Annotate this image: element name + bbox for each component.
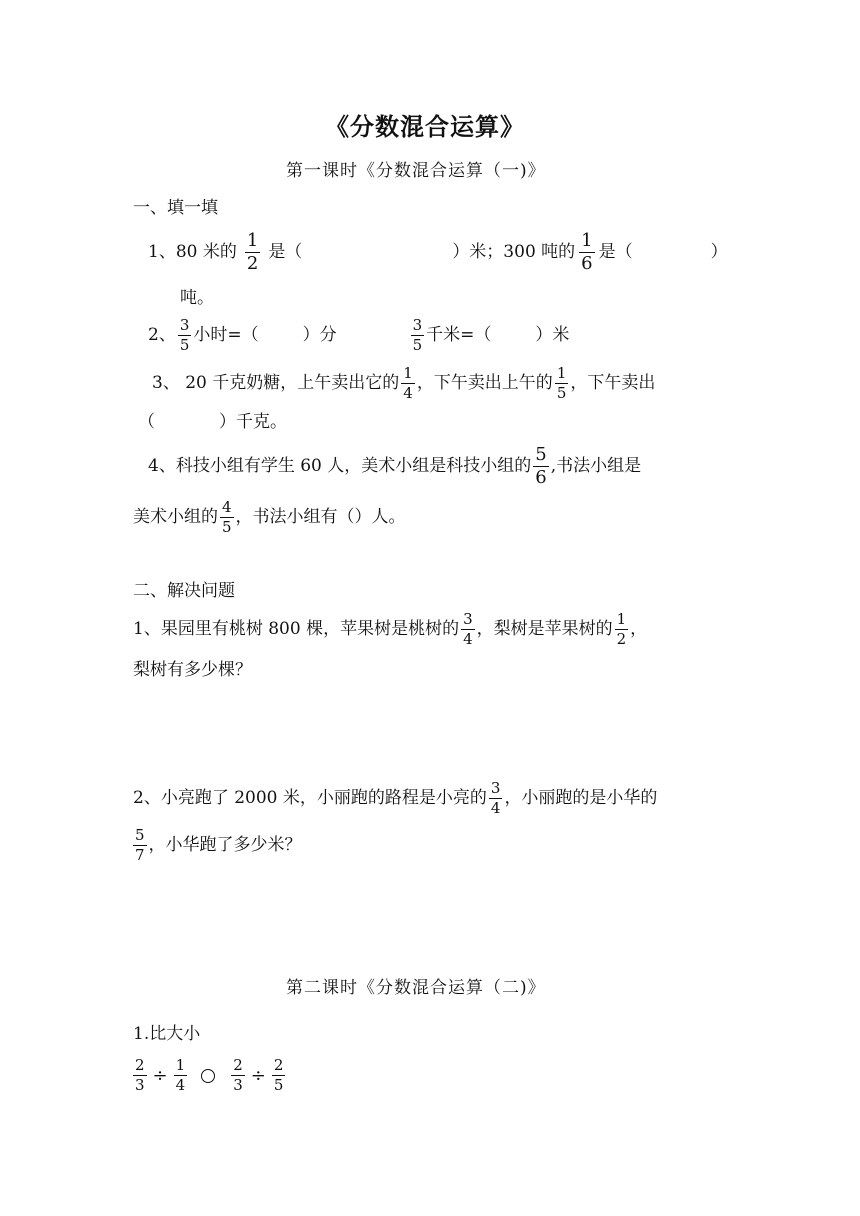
q3-text-e: ）千克。 bbox=[219, 412, 287, 432]
numerator: 1 bbox=[616, 610, 627, 628]
p1-text-c: ， bbox=[630, 619, 648, 639]
numerator: 1 bbox=[556, 364, 567, 382]
denominator: 3 bbox=[233, 1076, 243, 1094]
left-fraction-1 bbox=[133, 1058, 147, 1093]
q3-continuation bbox=[138, 414, 287, 431]
q1-text-a: 1、80 米的 bbox=[148, 242, 237, 262]
q2-text-d: 千米=（ bbox=[426, 325, 492, 345]
numerator: 3 bbox=[463, 610, 473, 628]
denominator: 2 bbox=[616, 630, 627, 648]
p2-text-a: 2、小亮跑了 2000 米，小丽跑的路程是小亮的 bbox=[133, 788, 487, 808]
divide-operator: ÷ bbox=[152, 1064, 168, 1086]
left-fraction-2 bbox=[174, 1058, 188, 1093]
question-4 bbox=[148, 446, 641, 487]
p2-text-c: ，小华跑了多少米？ bbox=[148, 835, 302, 855]
q2-fraction-1 bbox=[178, 318, 192, 353]
question-2 bbox=[148, 318, 569, 353]
numerator: 5 bbox=[135, 826, 145, 844]
lesson-2-heading: 第二课时《分数混合运算（二)》 bbox=[286, 978, 546, 998]
numerator: 1 bbox=[175, 1056, 186, 1074]
q1-continuation: 吨。 bbox=[180, 288, 214, 308]
q3-text-a: 3、 20 千克奶糖，上午卖出它的 bbox=[152, 373, 400, 393]
denominator: 7 bbox=[135, 846, 145, 864]
denominator: 4 bbox=[175, 1076, 186, 1094]
q1-text-c: ）米；300 吨的 bbox=[452, 242, 576, 262]
q4-fraction-1 bbox=[533, 446, 548, 487]
denominator: 3 bbox=[135, 1076, 145, 1094]
p2-fraction-2 bbox=[133, 828, 147, 863]
q3-text-b: ，下午卖出上午的 bbox=[416, 373, 553, 393]
p1-text-a: 1、果园里有桃树 800 棵，苹果树是桃树的 bbox=[133, 619, 460, 639]
p1-continuation: 梨树有多少棵？ bbox=[133, 660, 252, 680]
denominator: 5 bbox=[179, 336, 190, 354]
numerator: 3 bbox=[490, 779, 501, 797]
denominator: 2 bbox=[246, 253, 259, 274]
q2-text-c: ）分 bbox=[302, 325, 337, 345]
compare-circle-blank[interactable] bbox=[201, 1069, 215, 1083]
divide-operator: ÷ bbox=[250, 1064, 266, 1086]
denominator: 4 bbox=[403, 384, 413, 402]
problem-1 bbox=[133, 612, 647, 647]
question-3 bbox=[152, 366, 655, 401]
q3-fraction-2 bbox=[555, 366, 569, 401]
q3-text-c: ，下午卖出 bbox=[570, 373, 656, 393]
numerator: 1 bbox=[403, 364, 413, 382]
p2-text-b: ，小丽跑的是小华的 bbox=[504, 788, 658, 808]
denominator: 4 bbox=[490, 799, 501, 817]
denominator: 6 bbox=[581, 253, 593, 274]
section-fill-in-heading: 一、填一填 bbox=[133, 198, 218, 218]
denominator: 4 bbox=[463, 630, 473, 648]
numerator: 5 bbox=[535, 444, 547, 465]
numerator: 3 bbox=[179, 316, 190, 334]
q4-continuation bbox=[133, 500, 406, 535]
q4-text-a: 4、科技小组有学生 60 人，美术小组是科技小组的 bbox=[148, 456, 532, 476]
denominator: 5 bbox=[222, 518, 232, 536]
denominator: 5 bbox=[273, 1076, 284, 1094]
numerator: 1 bbox=[246, 230, 259, 251]
numerator: 3 bbox=[412, 316, 423, 334]
q2-text-e: ）米 bbox=[535, 325, 570, 345]
problem-2 bbox=[133, 781, 657, 816]
q4-text-c: 美术小组的 bbox=[133, 507, 218, 527]
q2-text-b: 小时=（ bbox=[193, 325, 259, 345]
p2-fraction-1 bbox=[489, 781, 503, 816]
numerator: 2 bbox=[135, 1056, 145, 1074]
p1-fraction-1 bbox=[461, 612, 475, 647]
document-title: 《分数混合运算》 bbox=[325, 112, 525, 141]
p2-continuation bbox=[131, 828, 302, 863]
denominator: 5 bbox=[556, 384, 567, 402]
numerator: 2 bbox=[233, 1056, 243, 1074]
lesson-1-heading: 第一课时《分数混合运算（一)》 bbox=[286, 161, 546, 181]
numerator: 1 bbox=[581, 230, 593, 251]
compare-expression bbox=[131, 1058, 287, 1093]
section-problems-heading: 二、解决问题 bbox=[133, 581, 235, 601]
q1-text-b: 是（ bbox=[268, 242, 303, 262]
q4-text-b: ,书法小组是 bbox=[550, 456, 642, 476]
compare-size-label: 1.比大小 bbox=[133, 1024, 201, 1044]
q3-fraction-1 bbox=[401, 366, 415, 401]
q2-text-a: 2、 bbox=[148, 325, 176, 345]
q1-fraction-1 bbox=[245, 232, 260, 273]
q1-text-e: ） bbox=[710, 242, 728, 262]
denominator: 5 bbox=[412, 336, 423, 354]
right-fraction-1 bbox=[231, 1058, 245, 1093]
question-1 bbox=[148, 232, 728, 273]
q2-fraction-2 bbox=[411, 318, 425, 353]
q1-fraction-2 bbox=[579, 232, 594, 273]
p1-fraction-2 bbox=[615, 612, 629, 647]
q4-text-d: ，书法小组有（）人。 bbox=[235, 507, 406, 527]
right-fraction-2 bbox=[272, 1058, 286, 1093]
denominator: 6 bbox=[535, 467, 547, 488]
q1-text-d: 是（ bbox=[598, 242, 633, 262]
numerator: 2 bbox=[273, 1056, 284, 1074]
numerator: 4 bbox=[222, 498, 232, 516]
q3-text-d: （ bbox=[138, 412, 155, 432]
q4-fraction-2 bbox=[220, 500, 234, 535]
p1-text-b: ，梨树是苹果树的 bbox=[476, 619, 613, 639]
